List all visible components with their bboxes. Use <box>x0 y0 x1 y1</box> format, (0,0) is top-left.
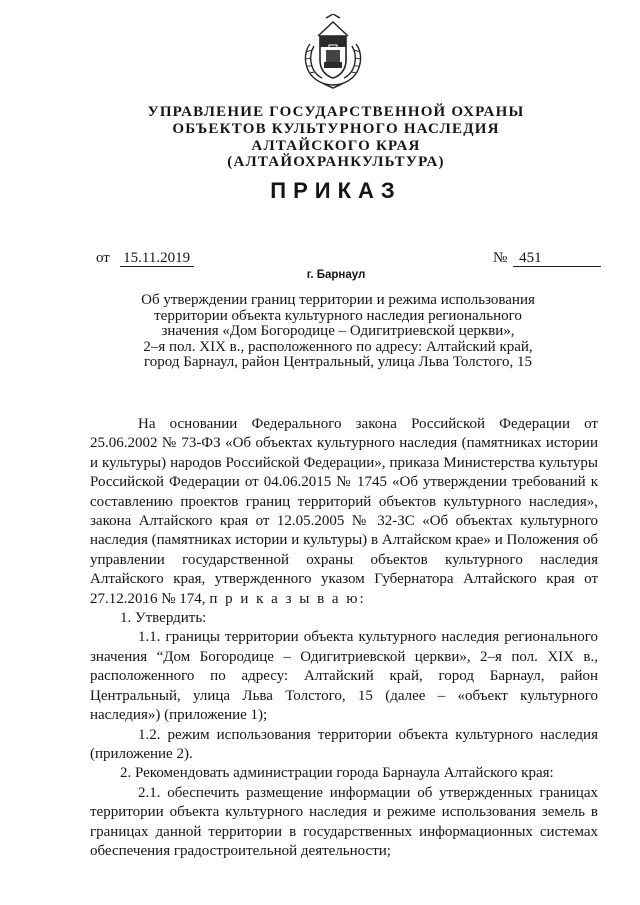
subject-line: территории объекта культурного наследия регионального <box>154 307 522 324</box>
agency-short-name: (АЛТАЙОХРАНКУЛЬТУРА) <box>227 154 445 170</box>
order-word: п р и к а з ы в а ю: <box>209 590 366 607</box>
preamble-paragraph <box>90 415 598 609</box>
subject-line: город Барнаул, район Центральный, улица Льва Толстого, 15 <box>144 354 532 370</box>
clause-1: 1. Утвердить: <box>120 610 207 627</box>
subject-line: Об утверждении границ территории и режима использования <box>141 292 535 308</box>
subject-line: значения «Дом Богородице – Одигитриевской церкви», <box>161 323 515 339</box>
agency-name-line-3: АЛТАЙСКОГО КРАЯ <box>251 138 421 154</box>
order-body <box>90 415 598 861</box>
clause-2-1: 2.1. обеспечить размещение информации об утвержденных границах территории объекта культурного наследия и режиме использования земель в границах данной территории в государственных информационных системах обеспечения градостроительной деятельности; <box>90 784 598 859</box>
issue-city: г. Барнаул <box>306 269 366 281</box>
order-subject <box>118 293 558 371</box>
number-value: 451 <box>513 250 601 267</box>
preamble-text: На основании Федерального закона Российской Федерации от 25.06.2002 № 73-ФЗ «Об объектах культурного наследия (памятниках истории и культуры) народов Российской Федерации», приказа Министерства культуры Российской Федерации от 04.06.2015 № 1745 «Об утверждении требований к составлению проектов границ территорий объектов культурного наследия», закона Алтайского края от 12.05.2005 № 32-ЗС «Об объектах культурного наследия (памятниках истории и культуры) в Алтайском крае» и Положения об управлении государственной охраны объектов культурного наследия Алтайского края, утвержденного указом Губернатора Алтайского края от 27.12.2016 № 174, <box>90 416 598 607</box>
date-value: 15.11.2019 <box>120 250 194 267</box>
clause-2: 2. Рекомендовать администрации города Барнаула Алтайского края: <box>120 765 554 782</box>
clause-1-1: 1.1. границы территории объекта культурного наследия регионального значения “Дом Богородице – Одигитриевской церкви», 2–я пол. XIX в., расположенного по адресу: Алтайский край, город Барнаул, район Центральный, улица Льва Толстого, 15 (далее – «объект культурного наследия») (приложение 1); <box>90 629 598 724</box>
order-number <box>493 250 601 267</box>
agency-name-line-2: ОБЪЕКТОВ КУЛЬТУРНОГО НАСЛЕДИЯ <box>172 121 500 137</box>
clause-1-2: 1.2. режим использования территории объекта культурного наследия (приложение 2). <box>90 726 598 762</box>
date-prefix: от <box>96 250 110 266</box>
coat-of-arms-icon <box>300 14 366 90</box>
order-date <box>96 250 194 267</box>
number-prefix: № <box>493 250 508 266</box>
subject-line: 2–я пол. XIX в., расположенного по адресу: Алтайский край, <box>143 338 533 355</box>
document-type-title: ПРИКАЗ <box>270 178 402 203</box>
agency-name-line-1: УПРАВЛЕНИЕ ГОСУДАРСТВЕННОЙ ОХРАНЫ <box>147 104 525 120</box>
